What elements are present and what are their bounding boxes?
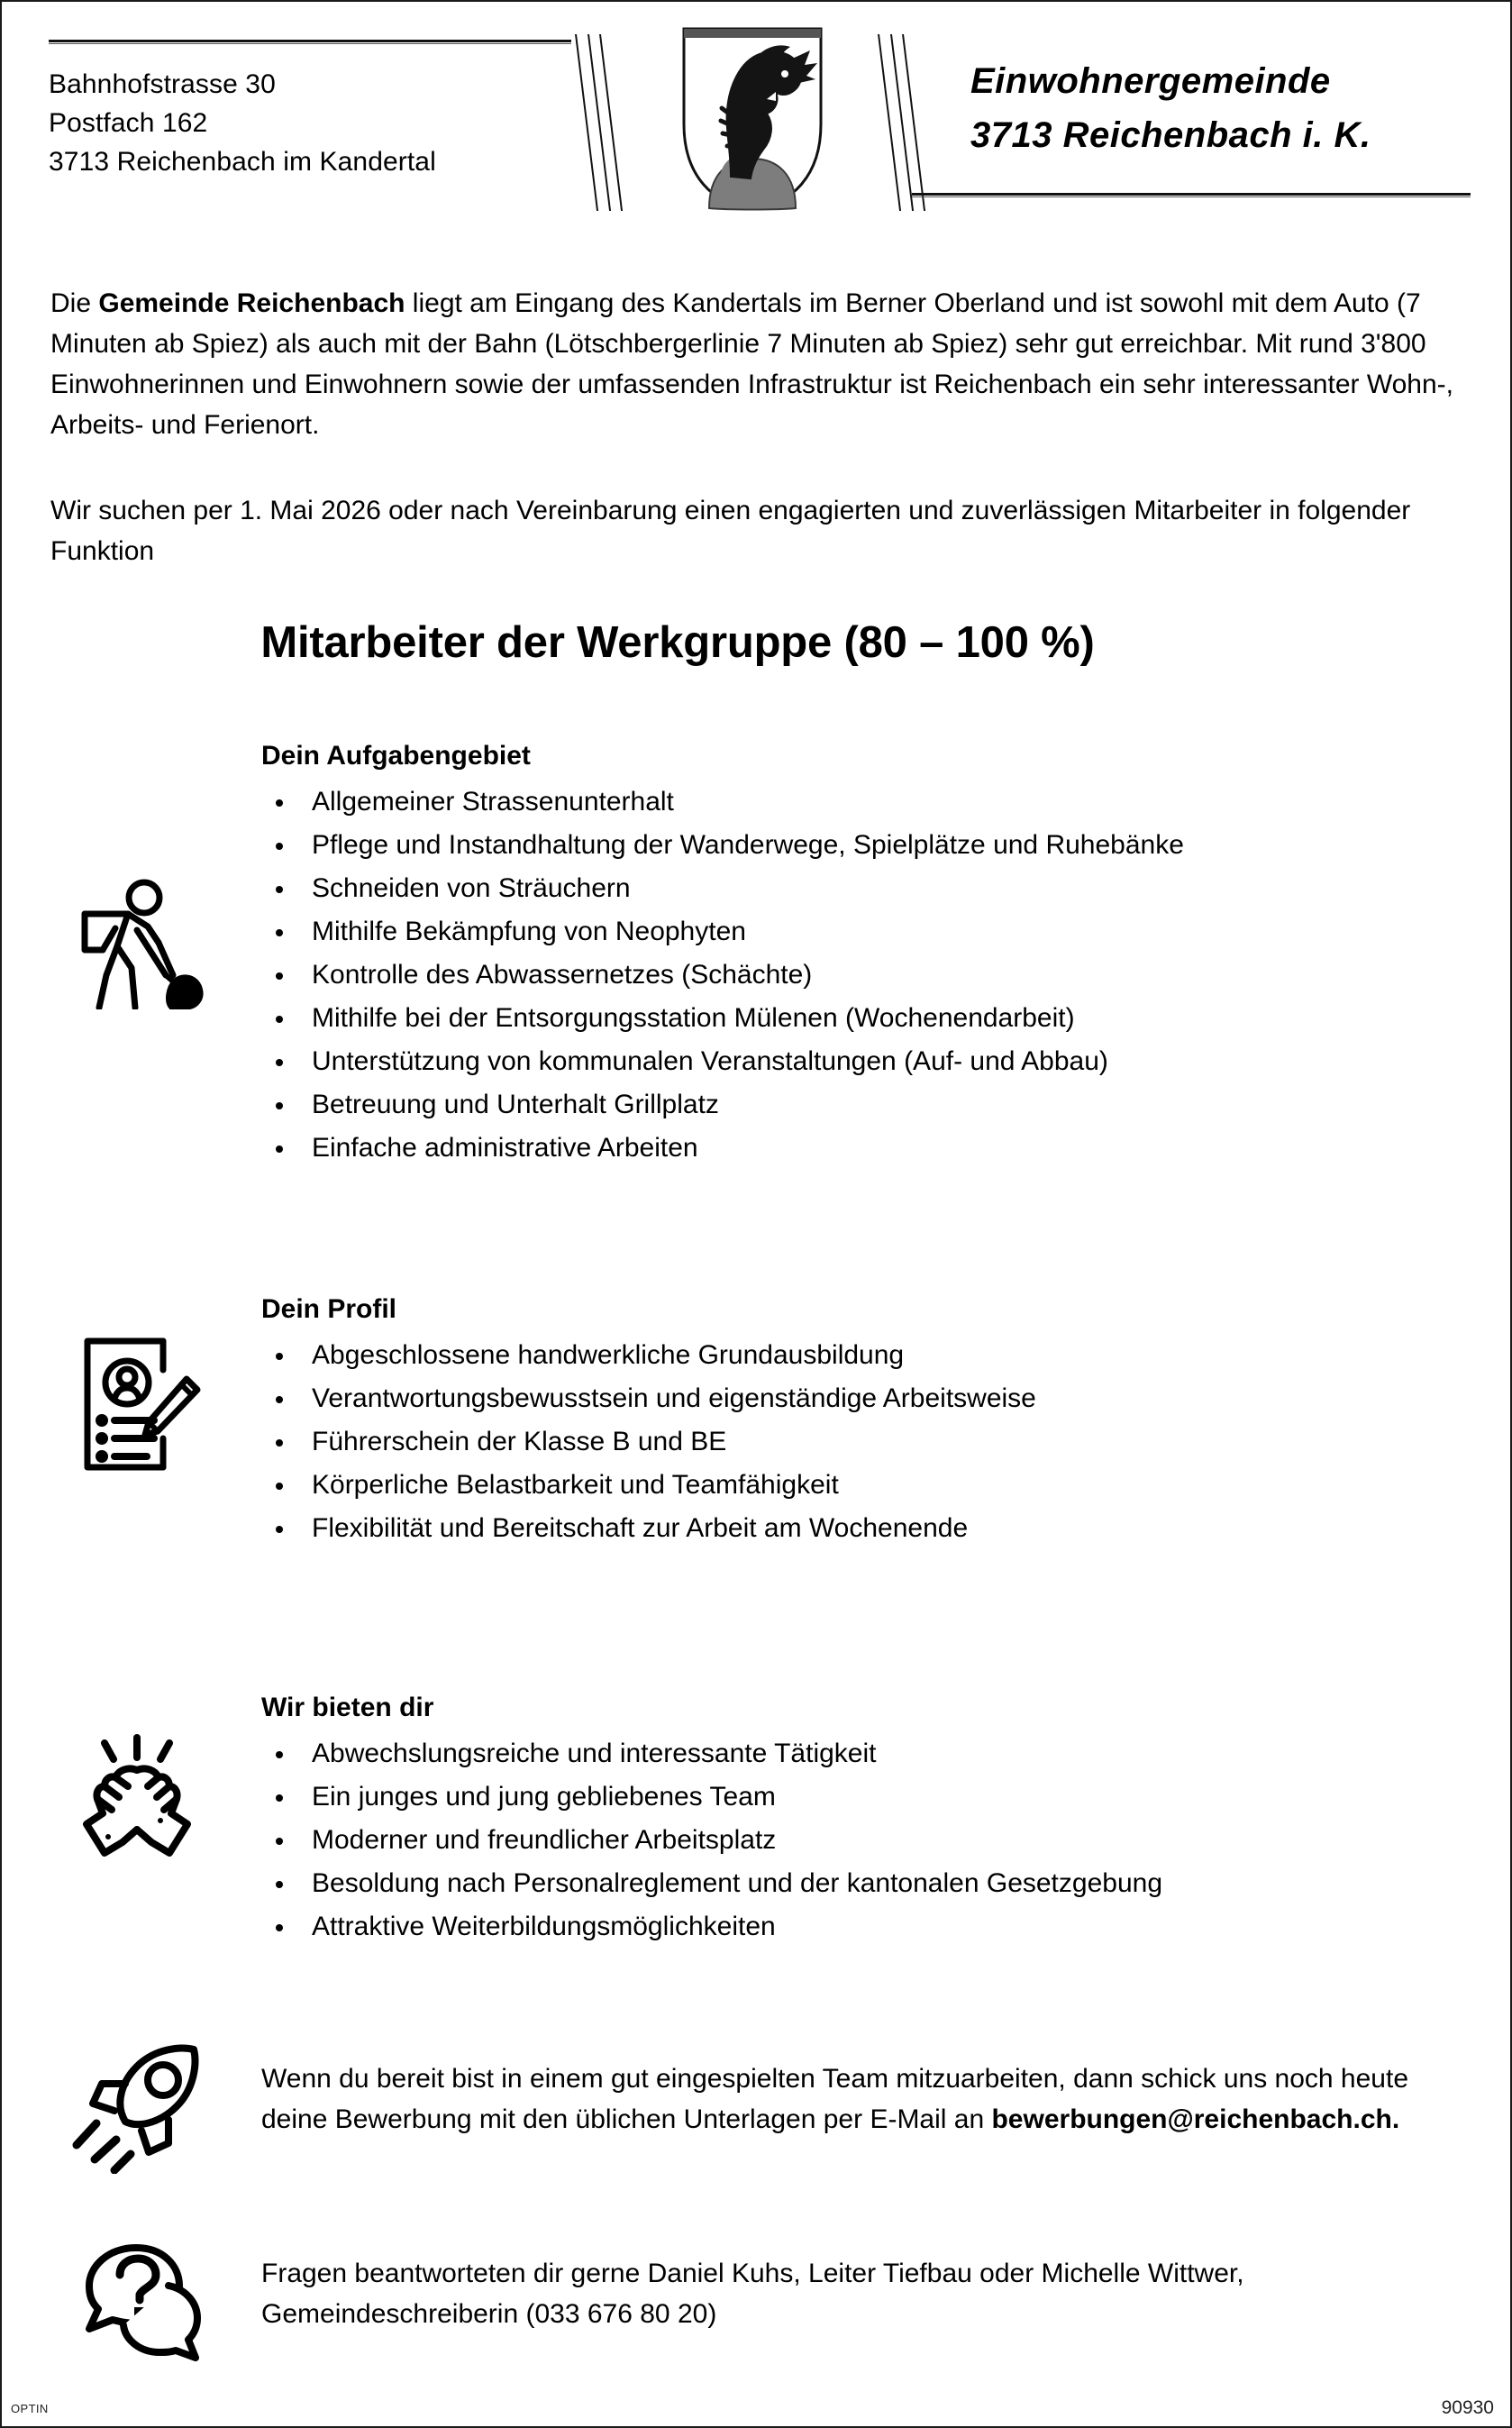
apply-text: Wenn du bereit bist in einem gut eingespielten Team mitzuarbeiten, dann schick uns noch heute deine Bewerbung mit den üblichen Unterlagen per E-Mail an <box>261 2064 1409 2134</box>
municipality-title <box>970 54 1371 162</box>
intro-bold: Gemeinde Reichenbach <box>98 288 405 318</box>
aufgabengebiet-list <box>261 780 1469 1170</box>
intro-before: Die <box>50 288 99 318</box>
address-line-1: Bahnhofstrasse 30 <box>49 69 276 99</box>
address-line-3: 3713 Reichenbach im Kandertal <box>49 147 436 177</box>
intro-after: liegt am Eingang des Kandertals im Berner Oberland und ist sowohl mit dem Auto (7 Minuten ab Spiez) als auch mit der Bahn (Lötschbergerlinie 7 Minuten ab Spiez) sehr gut erreichbar. Mit rund 3'800 Einwohnerinnen und Einwohnern sowie der umfassenden Infrastruktur ist Reichenbach ein sehr interessanter Wohn-, Arbeits- und Ferienort. <box>50 288 1453 440</box>
section-body-aufgabengebiet <box>261 737 1469 1170</box>
list-item: Unterstützung von kommunalen Veranstaltungen (Auf- und Abbau) <box>261 1040 1469 1083</box>
list-item: Allgemeiner Strassenunterhalt <box>261 780 1469 824</box>
list-item: Attraktive Weiterbildungsmöglichkeiten <box>261 1905 1469 1949</box>
list-item: Verantwortungsbewusstsein und eigenständige Arbeitsweise <box>261 1377 1469 1420</box>
list-item: Moderner und freundlicher Arbeitsplatz <box>261 1819 1469 1862</box>
wir-bieten-list <box>261 1732 1469 1949</box>
list-item: Führerschein der Klasse B und BE <box>261 1420 1469 1464</box>
letterhead-header <box>2 2 1510 215</box>
header-rule-right <box>912 193 1471 196</box>
list-item: Schneiden von Sträuchern <box>261 867 1469 910</box>
municipality-line-1: Einwohnergemeinde <box>970 61 1331 101</box>
header-slant-lines-left <box>569 34 633 215</box>
intro-paragraph <box>50 283 1465 445</box>
list-item: Einfache administrative Arbeiten <box>261 1127 1469 1170</box>
municipality-line-2: 3713 Reichenbach i. K. <box>970 115 1371 155</box>
list-item: Besoldung nach Personalreglement und der kantonalen Gesetzgebung <box>261 1862 1469 1905</box>
address-line-2: Postfach 162 <box>49 108 208 138</box>
list-item: Abgeschlossene handwerkliche Grundausbildung <box>261 1334 1469 1377</box>
list-item: Abwechslungsreiche und interessante Tätigkeit <box>261 1732 1469 1775</box>
list-item: Pflege und Instandhaltung der Wanderwege, Spielplätze und Ruhebänke <box>261 824 1469 867</box>
question-bubbles-icon <box>51 2239 223 2369</box>
seeking-paragraph: Wir suchen per 1. Mai 2026 oder nach Vereinbarung einen engagierten und zuverlässigen Mitarbeiter in folgender Funktion <box>50 496 1411 566</box>
section-heading: Wir bieten dir <box>261 1693 434 1722</box>
header-rule-left <box>49 40 571 42</box>
list-item: Kontrolle des Abwassernetzes (Schächte) <box>261 954 1469 997</box>
rocket-icon <box>51 2044 223 2174</box>
header-slant-lines-right <box>872 34 935 215</box>
profile-document-icon <box>51 1332 223 1476</box>
handshake-icon <box>51 1730 223 1866</box>
apply-email[interactable]: bewerbungen@reichenbach.ch. <box>991 2104 1400 2134</box>
list-item: Ein junges und jung gebliebenes Team <box>261 1775 1469 1819</box>
page-title: Mitarbeiter der Werkgruppe (80 – 100 %) <box>260 617 1095 667</box>
apply-body <box>261 2031 1469 2167</box>
list-item: Flexibilität und Bereitschaft zur Arbeit am Wochenende <box>261 1507 1469 1550</box>
questions-paragraph: Fragen beantworteten dir gerne Daniel Kuhs, Leiter Tiefbau oder Michelle Wittwer, Gemeindeschreiberin (033 676 80 20) <box>261 2259 1244 2329</box>
section-body-wir-bieten <box>261 1689 1469 1949</box>
list-item: Körperliche Belastbarkeit und Teamfähigkeit <box>261 1464 1469 1507</box>
list-item: Betreuung und Unterhalt Grillplatz <box>261 1083 1469 1127</box>
footer-reference-number: 90930 <box>1441 2397 1494 2418</box>
profil-list <box>261 1334 1469 1550</box>
section-body-profil <box>261 1291 1469 1550</box>
apply-paragraph <box>261 2058 1469 2140</box>
list-item: Mithilfe bei der Entsorgungsstation Mülenen (Wochenendarbeit) <box>261 997 1469 1040</box>
section-heading: Dein Aufgabengebiet <box>261 741 531 771</box>
coat-of-arms-icon <box>673 23 832 213</box>
questions-body <box>261 2226 1469 2361</box>
section-heading: Dein Profil <box>261 1294 397 1324</box>
list-item: Mithilfe Bekämpfung von Neophyten <box>261 910 1469 954</box>
road-worker-icon <box>51 874 223 1009</box>
address-block <box>49 65 436 181</box>
footer-left-mark: OPTIN <box>11 2402 49 2415</box>
